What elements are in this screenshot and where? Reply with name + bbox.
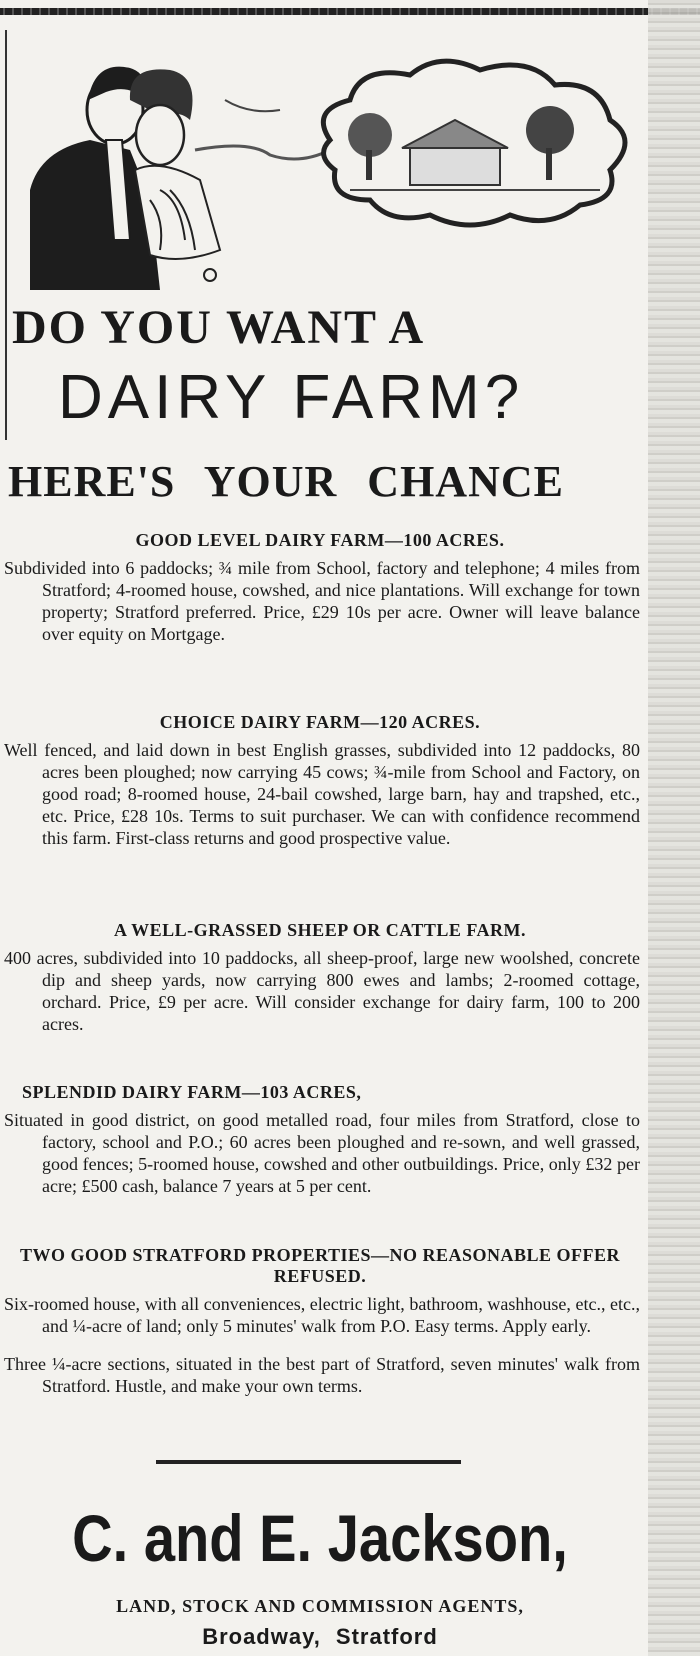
listing-heading: CHOICE DAIRY FARM—120 ACRES. [159, 712, 481, 732]
couple-dreaming-illustration [10, 40, 650, 290]
listing-body: 400 acres, subdivided into 10 paddocks, all sheep-proof, large new woolshed, concrete dip and sheep yards, now carrying 800 ewes and lambs; 2-roomed cottage, orchard. Price, £9 per acre. Will consider exchange for dairy farm, 100 to 200 acres. [4, 948, 640, 1034]
dream-smoke-trail [195, 146, 330, 159]
listing-choice-dairy-farm [0, 712, 640, 849]
listing-heading: GOOD LEVEL DAIRY FARM—100 ACRES. [135, 530, 505, 550]
headline-line-3: HERE'S YOUR CHANCE [8, 457, 564, 506]
headline-line-2: DAIRY FARM? [58, 363, 525, 432]
listing-body: Situated in good district, on good metalled road, four miles from Stratford, close to factory, school and P.O.; 60 acres been ploughed and re-sown, and well grassed, good fences; 5-roomed house, cowshed and other outbuildings. Price, only £32 per acre; £500 cash, balance 7 years at 5 per cent. [4, 1110, 640, 1196]
top-border-rule [0, 8, 700, 15]
listing-body: Six-roomed house, with all conveniences, electric light, bathroom, washhouse, etc., etc., and ¼-acre of land; only 5 minutes' walk from P.O. Easy terms. Apply early. [4, 1294, 640, 1336]
listing-heading: SPLENDID DAIRY FARM—103 ACRES, [22, 1082, 362, 1102]
listing-stratford-properties [0, 1245, 640, 1397]
listing-body-second: Three ¼-acre sections, situated in the best part of Stratford, seven minutes' walk from Stratford. Hustle, and make your own terms. [4, 1354, 640, 1396]
listing-splendid-dairy-farm [0, 1082, 640, 1197]
dream-cloud-farm-scene [323, 61, 625, 225]
firm-address: Broadway, Stratford [202, 1624, 438, 1649]
listing-body: Well fenced, and laid down in best English grasses, subdivided into 12 paddocks, 80 acres been ploughed; now carrying 45 cows; ¾-mile from School and Factory, on good road; 8-roomed house, 24-bail cowshed, large barn, hay and trapshed, etc., etc. Price, £28 10s. Terms to suit purchaser. We can with confidence recommend this farm. First-class returns and good prospective value. [4, 740, 640, 848]
listing-sheep-cattle-farm [0, 920, 640, 1035]
page-edge-shadow [648, 0, 700, 1656]
firm-name: C. and E. Jackson, [72, 1501, 568, 1575]
listing-good-level-dairy-farm [0, 530, 640, 645]
listing-heading: TWO GOOD STRATFORD PROPERTIES—NO REASONABLE OFFER REFUSED. [19, 1245, 621, 1286]
listing-heading: A WELL-GRASSED SHEEP OR CATTLE FARM. [113, 920, 527, 940]
firm-description: LAND, STOCK AND COMMISSION AGENTS, [116, 1596, 524, 1616]
listing-body: Subdivided into 6 paddocks; ¾ mile from School, factory and telephone; 4 miles from Stratford; 4-roomed house, cowshed, and nice plantations. Will exchange for town property; Stratford preferred. Price, £29 10s per acre. Owner will leave balance over equity on Mortgage. [4, 558, 640, 644]
headline-line-1: DO YOU WANT A [12, 301, 426, 354]
divider-rule [156, 1460, 461, 1464]
left-border-rule [5, 30, 7, 440]
